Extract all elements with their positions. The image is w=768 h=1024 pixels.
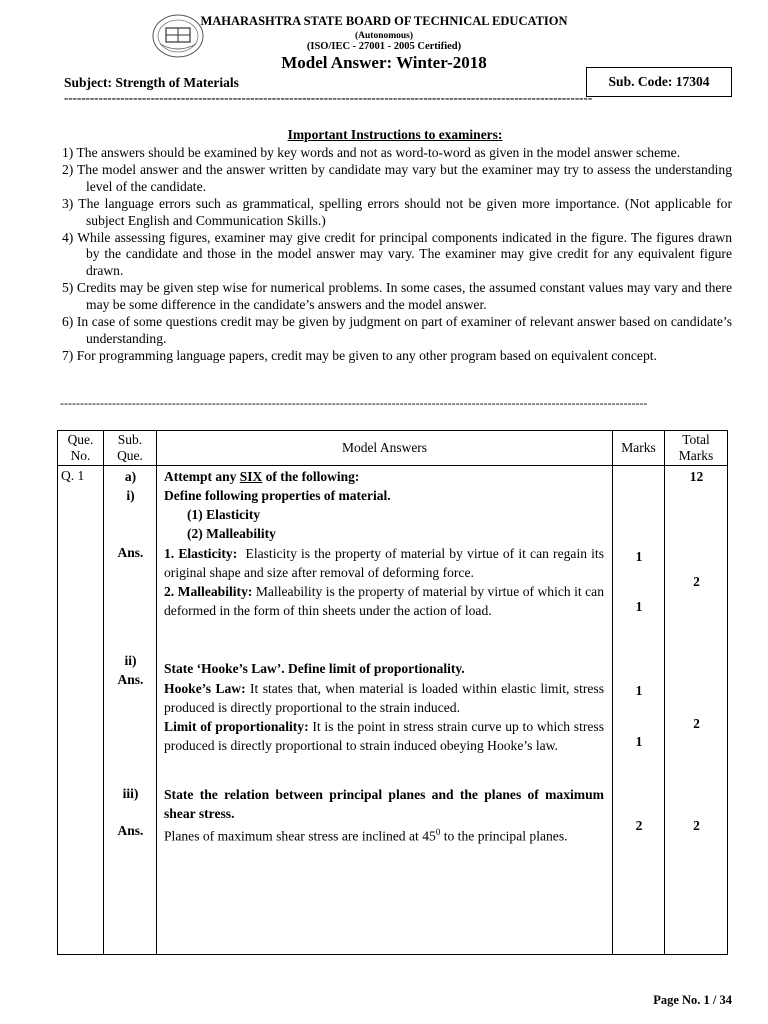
mark-value: 2	[635, 818, 643, 833]
elasticity-text: Elasticity is the property of material by virtue of it can regain its original shape and size after removal of deforming force.	[164, 546, 604, 580]
lop-label: Limit of proportionality:	[164, 719, 309, 734]
answer-malleability	[164, 583, 604, 621]
question-i: Define following properties of material.	[164, 488, 391, 503]
attempt-instruction	[164, 469, 359, 485]
question-i-part-2: (2) Malleability	[187, 526, 276, 541]
answer-limit-of-proportionality	[164, 718, 604, 756]
instructions-list	[62, 145, 732, 365]
header-divider: --------------------------------------------------------------------------------------------------------------------------	[64, 90, 593, 105]
hooke-text: It states that, when material is loaded within elastic limit, stress produced is directly proportional to the strain induced.	[164, 681, 604, 715]
answer-hooke	[164, 680, 604, 718]
question-number: Q. 1	[61, 468, 85, 483]
sub-que-cell	[104, 466, 157, 955]
header-marks: Marks	[613, 431, 665, 466]
header-model-answers: Model Answers	[157, 431, 613, 466]
total-mark-value: 2	[693, 818, 700, 833]
table-row	[58, 466, 728, 955]
total-marks-cell	[665, 466, 728, 955]
iii-answer-degree: 0	[435, 827, 441, 837]
total-mark-value: 12	[689, 469, 704, 484]
instruction-item: 3) The language errors such as grammatical, spelling errors should not be given more importance. (Not applicable for subject English and Communication Skills.)	[62, 195, 732, 228]
total-mark-value: 2	[693, 716, 700, 731]
board-name: MAHARASHTRA STATE BOARD OF TECHNICAL EDUCATION	[200, 14, 568, 28]
mark-value: 1	[635, 599, 643, 614]
malleability-text: Malleability is the property of material by virtue of which it can deformed in the form of thin sheets under the action of load.	[164, 584, 604, 618]
sub-ans-2: Ans.	[117, 672, 144, 687]
sub-i: i)	[126, 488, 135, 503]
answer-table	[57, 430, 728, 955]
hooke-label: Hooke’s Law:	[164, 681, 246, 696]
attempt-six: SIX	[239, 469, 263, 484]
iso-certification: (ISO/IEC - 27001 - 2005 Certified)	[306, 41, 462, 52]
instruction-item: 5) Credits may be given step wise for numerical problems. In some cases, the assumed constant values may vary and there may be some difference in the candidate’s answers and the model answer.	[62, 280, 732, 313]
sub-a: a)	[124, 469, 137, 484]
question-iii: State the relation between principal planes and the planes of maximum shear stress.	[164, 787, 604, 821]
malleability-label: 2. Malleability:	[164, 584, 253, 599]
elasticity-label: 1. Elasticity:	[164, 546, 238, 561]
header-sub-que: Sub. Que.	[104, 431, 157, 466]
question-i-part-1: (1) Elasticity	[187, 507, 261, 522]
header-total-marks: Total Marks	[665, 431, 728, 466]
instructions-divider: ---------------------------------------------------------------------------------------------------------------------------------------------------	[60, 396, 648, 410]
que-no-cell	[58, 466, 104, 955]
iii-answer-pre: Planes of maximum shear stress are inclined at 45	[164, 828, 436, 844]
instruction-item: 1) The answers should be examined by key words and not as word-to-word as given in the model answer scheme.	[62, 145, 681, 160]
answer-iii	[164, 823, 604, 846]
lop-text: It is the point in stress strain curve up to which stress produced is directly proportional to strain induced obeying Hooke’s law.	[164, 719, 604, 753]
instruction-item: 4) While assessing figures, examiner may give credit for principal components indicated in the figure. The figures drawn by the candidate and those in the model answer may vary. The examiner may give credit for any equivalent figure drawn.	[62, 229, 732, 279]
page-number: Page No. 1 / 34	[653, 993, 732, 1007]
sub-iii: iii)	[122, 786, 139, 801]
header-que-no: Que. No.	[58, 431, 104, 466]
sub-code-box: Sub. Code: 17304	[586, 67, 732, 97]
instructions-title: Important Instructions to examiners:	[287, 127, 503, 142]
instruction-item: 6) In case of some questions credit may be given by judgment on part of examiner of relevant answer based on candidate’s understanding.	[62, 314, 732, 346]
total-mark-value: 2	[693, 574, 700, 589]
answer-elasticity	[164, 545, 604, 583]
sub-ii: ii)	[124, 653, 137, 668]
mark-value: 1	[635, 549, 643, 564]
subject-label: Subject: Strength of Materials	[64, 75, 239, 90]
attempt-post: of the following:	[262, 469, 360, 484]
page-title: Model Answer: Winter-2018	[281, 53, 487, 72]
sub-ans-1: Ans.	[117, 545, 144, 560]
iii-answer-post: to the principal planes.	[440, 828, 568, 844]
mark-value: 1	[635, 683, 643, 698]
question-ii: State ‘Hooke’s Law’. Define limit of proportionality.	[164, 661, 465, 676]
model-answers-cell	[157, 466, 613, 955]
table-header-row	[58, 431, 728, 466]
mark-value: 1	[635, 734, 643, 749]
marks-cell	[613, 466, 665, 955]
attempt-pre: Attempt any	[164, 469, 240, 484]
instruction-item: 7) For programming language papers, credit may be given to any other program based on equivalent concept.	[62, 347, 657, 363]
autonomous-label: (Autonomous)	[354, 31, 414, 41]
sub-ans-3: Ans.	[117, 823, 144, 838]
instruction-item: 2) The model answer and the answer written by candidate may vary but the examiner may try to assess the understanding level of the candidate.	[62, 161, 732, 194]
